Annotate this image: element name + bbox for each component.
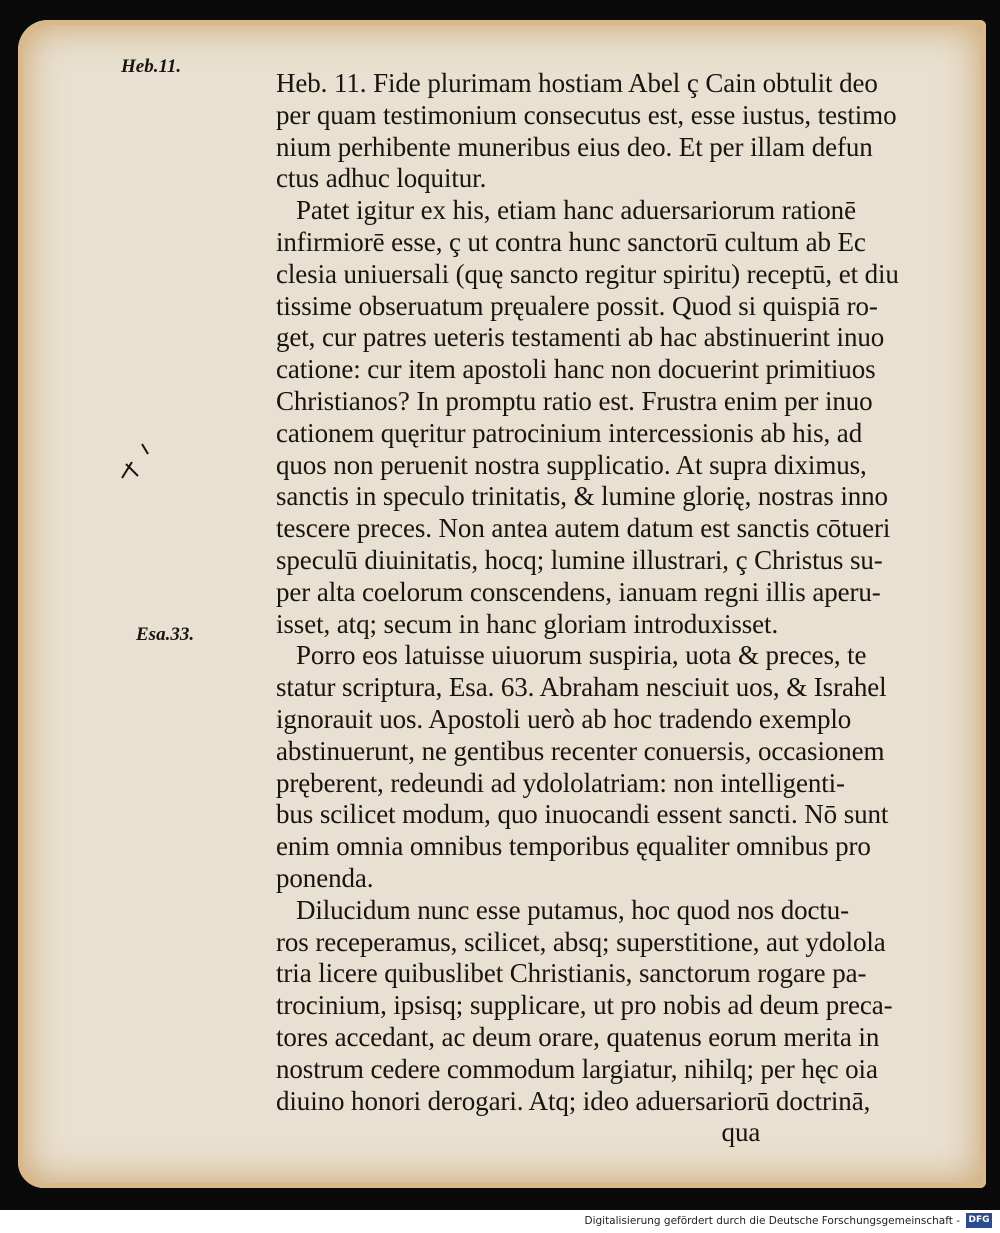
text-line: speculū diuinitatis, hocq; lumine illustrari, ç Christus su-	[276, 544, 883, 575]
text-line: Christianos? In promptu ratio est. Frustra enim per inuo	[276, 385, 873, 416]
text-line: ponenda.	[276, 862, 374, 893]
text-line: ctus adhuc loquitur.	[276, 163, 487, 194]
dfg-logo-icon: DFG	[966, 1213, 992, 1228]
stray-pen-mark	[118, 440, 154, 484]
text-line: tescere preces. Non antea autem datum est sanctis cōtueri	[276, 513, 891, 544]
text-line: qua	[276, 1117, 761, 1148]
text-line: tores accedant, ac deum orare, quatenus eorum merita in	[276, 1021, 880, 1052]
text-line: isset, atq; secum in hanc gloriam introduxisset.	[276, 608, 779, 639]
text-line: trocinium, ipsisq; supplicare, ut pro nobis ad deum preca-	[276, 990, 893, 1021]
book-page	[18, 20, 986, 1188]
text-line: ignorauit uos. Apostoli uerò ab hoc tradendo exemplo	[276, 703, 852, 734]
text-line: bus scilicet modum, quo inuocandi essent sancti. Nō sunt	[276, 799, 889, 830]
text-line: catione: cur item apostoli hanc non docuerint primitiuos	[276, 354, 876, 385]
text-line: pręberent, redeundi ad ydololatriam: non intelligenti-	[276, 767, 845, 798]
footer-bar	[0, 1210, 1000, 1233]
text-line: clesia uniuersali (quę sancto regitur spiritu) receptū, et diu	[276, 258, 899, 289]
text-line: sanctis in speculo trinitatis, & lumine glorię, nostras inno	[276, 481, 888, 512]
margin-note-heb: Heb.11.	[121, 56, 182, 77]
text-line: diuino honori derogari. Atq; ideo aduersariorū doctrinā,	[276, 1085, 871, 1116]
digitization-credit: Digitalisierung gefördert durch die Deutsche Forschungsgemeinschaft -	[584, 1215, 960, 1227]
text-line: Porro eos latuisse uiuorum suspiria, uota & preces, te	[276, 640, 867, 671]
text-line: tissime obseruatum pręualere possit. Quod si quispiā ro-	[276, 290, 878, 321]
text-line: abstinuerunt, ne gentibus recenter conuersis, occasionem	[276, 735, 885, 766]
text-line: enim omnia omnibus temporibus ęqualiter omnibus pro	[276, 831, 871, 862]
text-line: statur scriptura, Esa. 63. Abraham nesciuit uos, & Israhel	[276, 672, 887, 703]
body-text	[276, 68, 941, 1149]
margin-note-esa: Esa.33.	[136, 624, 195, 645]
text-line: get, cur patres ueteris testamenti ab hac abstinuerint inuo	[276, 322, 885, 353]
text-line: Patet igitur ex his, etiam hanc aduersariorum rationē	[276, 195, 856, 226]
text-line: infirmiorē esse, ç ut contra hunc sanctorū cultum ab Ec	[276, 226, 866, 257]
text-line: tria licere quibuslibet Christianis, sanctorum rogare pa-	[276, 958, 867, 989]
text-line: cationem quęritur patrocinium intercessionis ab his, ad	[276, 417, 863, 448]
text-line: Heb. 11. Fide plurimam hostiam Abel ç Cain obtulit deo	[276, 68, 878, 98]
text-line: Dilucidum nunc esse putamus, hoc quod nos doctu-	[276, 894, 850, 925]
text-line: per quam testimonium consecutus est, esse iustus, testimo	[276, 99, 897, 130]
text-line: nostrum cedere commodum largiatur, nihilq; per hęc oia	[276, 1053, 878, 1084]
text-line: quos non peruenit nostra supplicatio. At supra diximus,	[276, 449, 867, 480]
text-line: nium perhibente muneribus eius deo. Et per illam defun	[276, 131, 873, 162]
text-line: ros receperamus, scilicet, absq; superstitione, aut ydolola	[276, 926, 886, 957]
text-line: per alta coelorum conscendens, ianuam regni illis aperu-	[276, 576, 881, 607]
